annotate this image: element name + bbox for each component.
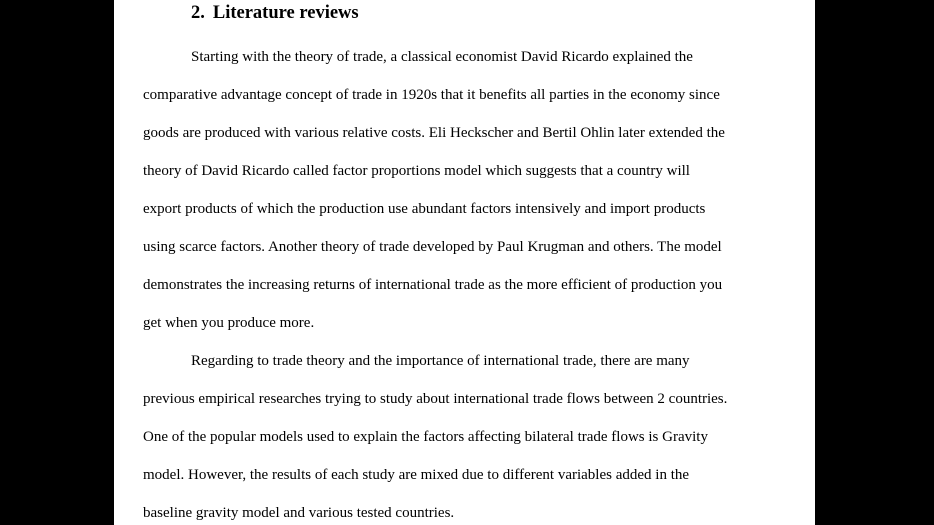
section-title: Literature reviews bbox=[212, 3, 359, 23]
paragraph-line: baseline gravity model and various tested countries. bbox=[143, 505, 455, 521]
section-number: 2. bbox=[191, 3, 205, 23]
paragraph-line: model. However, the results of each study are mixed due to different variables added in the bbox=[143, 467, 690, 483]
paragraph-line: Starting with the theory of trade, a classical economist David Ricardo explained the bbox=[191, 49, 693, 65]
paragraph-line: comparative advantage concept of trade in 1920s that it benefits all parties in the economy since bbox=[143, 87, 720, 103]
paragraph-line: get when you produce more. bbox=[143, 315, 315, 331]
document-page bbox=[114, 0, 815, 525]
paragraph-line: previous empirical researches trying to study about international trade flows between 2 countries. bbox=[143, 391, 728, 407]
paragraph-line: using scarce factors. Another theory of trade developed by Paul Krugman and others. The model bbox=[143, 239, 722, 255]
section-heading bbox=[191, 3, 359, 24]
paragraph-line: goods are produced with various relative costs. Eli Heckscher and Bertil Ohlin later extended the bbox=[143, 125, 725, 141]
paragraph-line: export products of which the production use abundant factors intensively and import products bbox=[143, 201, 706, 217]
paragraph-line: theory of David Ricardo called factor proportions model which suggests that a country will bbox=[143, 163, 690, 179]
paragraph-line: One of the popular models used to explain the factors affecting bilateral trade flows is Gravity bbox=[143, 429, 708, 445]
paragraph-line: demonstrates the increasing returns of international trade as the more efficient of production you bbox=[143, 277, 723, 293]
paragraph-line: Regarding to trade theory and the importance of international trade, there are many bbox=[191, 353, 690, 369]
